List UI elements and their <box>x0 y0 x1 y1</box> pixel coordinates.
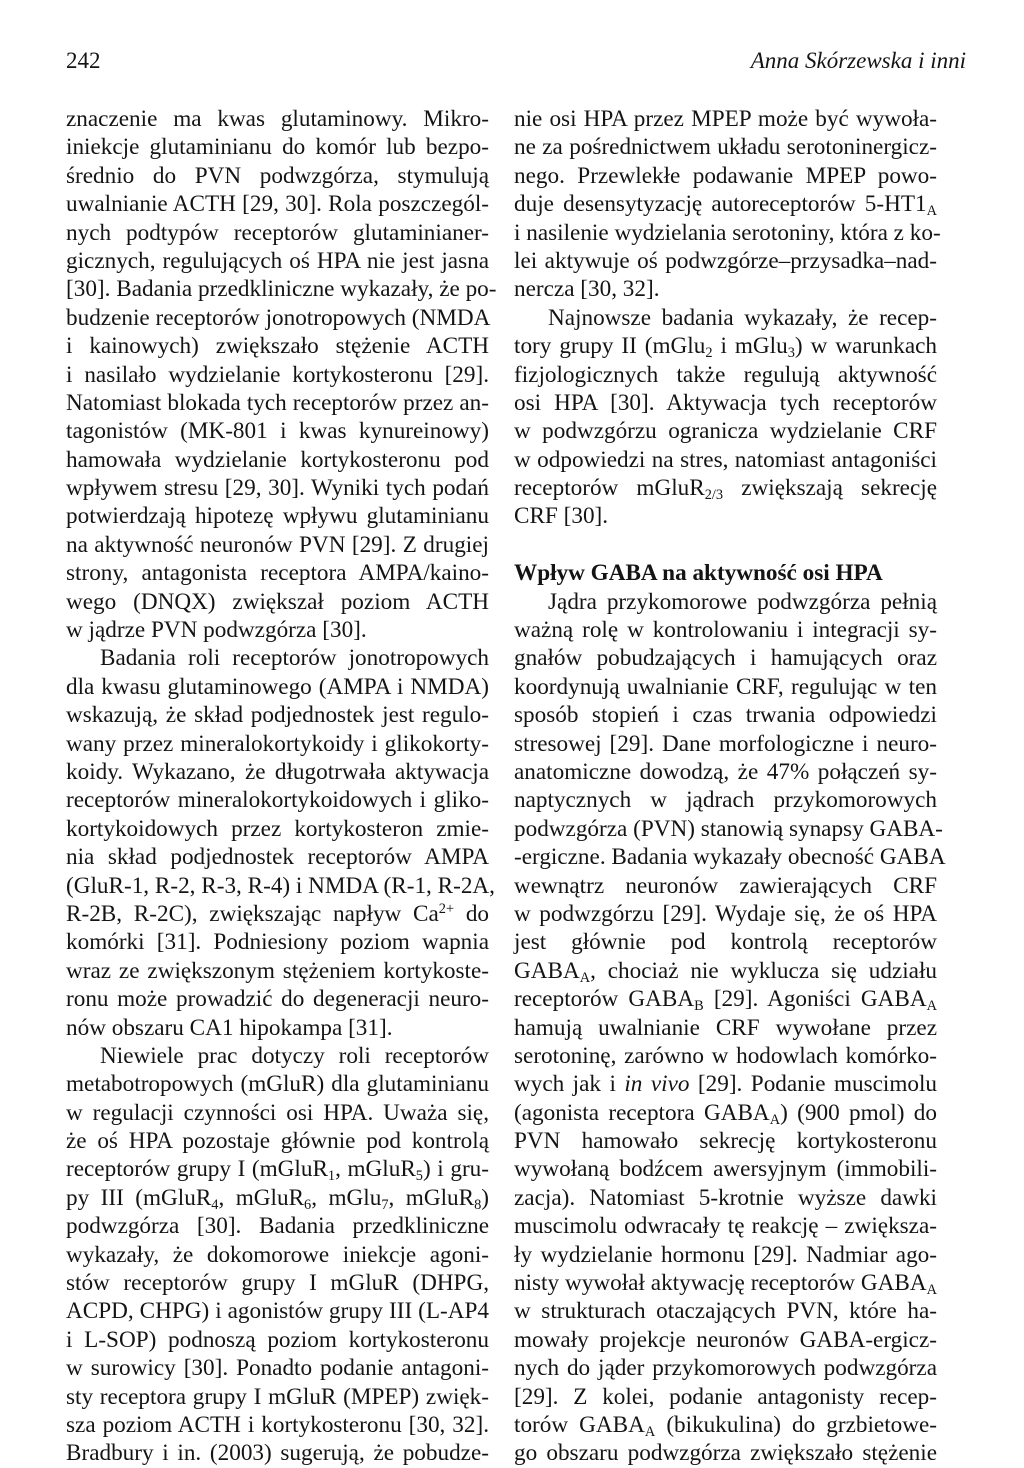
text-line <box>66 900 489 928</box>
text-line <box>514 190 937 218</box>
text-fragment: in vivo <box>624 1071 690 1098</box>
text-fragment: 8 <box>474 1196 482 1213</box>
text-line: komórki [31]. Podniesiony poziom wapnia <box>66 929 489 956</box>
text-line: Natomiast blokada tych receptorów przez an- <box>66 389 489 416</box>
text-line: gnałów pobudzających i hamujących oraz <box>514 645 937 672</box>
text-line: sza poziom ACTH i kortykosteronu [30, 32]. <box>66 1411 489 1438</box>
text-fragment: wych jak i <box>514 1071 625 1098</box>
running-header-author: Anna Skórzewska i inni <box>750 48 966 73</box>
text-fragment: receptorów grupy I (mGluR <box>66 1156 328 1183</box>
text-line: PVN hamowało sekrecję kortykosteronu <box>514 1128 937 1155</box>
text-fragment: A <box>579 969 591 986</box>
text-line: zacja). Natomiast 5-krotnie wyższe dawki <box>514 1184 937 1211</box>
text-fragment: A <box>644 1423 656 1440</box>
text-line: w jądrze PVN podwzgórza [30]. <box>66 617 367 644</box>
text-line: wraz ze zwiększonym stężeniem kortykoste- <box>66 957 489 984</box>
text-fragment: , chociaż nie wyklucza się udziału <box>590 957 937 984</box>
text-line: w regulacji czynności osi HPA. Uważa się, <box>66 1099 489 1126</box>
text-line: wany przez mineralokortykoidy i glikokorty- <box>66 730 489 757</box>
text-fragment: ) (900 pmol) do <box>780 1099 937 1126</box>
text-line <box>66 1155 489 1183</box>
text-fragment: 2/3 <box>704 487 724 504</box>
text-line: osi HPA [30]. Aktywacja tych receptorów <box>514 389 937 416</box>
text-fragment: i mGlu <box>712 333 788 360</box>
text-fragment: , mGlu <box>311 1184 382 1211</box>
text-line: sty receptora grupy I mGluR (MPEP) zwięk- <box>66 1383 489 1410</box>
text-fragment: A <box>926 203 937 220</box>
text-line: CRF [30]. <box>514 503 609 530</box>
text-line: jest głównie pod kontrolą receptorów <box>514 929 937 956</box>
text-line: nych do jąder przykomorowych podwzgórza <box>514 1355 937 1382</box>
text-line: Jądra przykomorowe podwzgórza pełnią <box>548 588 937 615</box>
text-fragment: receptorów mGluR <box>514 475 705 502</box>
text-line: fizjologicznych także regulują aktywność <box>514 361 937 388</box>
text-line: muscimolu odwracały tę reakcję – zwiększa- <box>514 1213 937 1240</box>
section-heading: Wpływ GABA na aktywność osi HPA <box>514 560 883 587</box>
text-line: wskazują, że skład podjednostek jest regulo- <box>66 702 489 729</box>
text-line: naptycznych w jądrach przykomorowych <box>514 787 937 814</box>
text-line: podwzgórza (PVN) stanowią synapsy GABA- <box>514 815 943 842</box>
text-line: średnio do PVN podwzgórza, stymulują <box>66 162 489 189</box>
text-fragment: 2 <box>705 345 713 362</box>
text-fragment: receptorów GABA <box>514 986 695 1013</box>
text-line: w strukturach otaczających PVN, które ha- <box>514 1298 937 1325</box>
running-header <box>66 48 966 88</box>
text-fragment: ) <box>481 1184 489 1211</box>
text-line: i nasilenie wydzielania serotoniny, która z ko- <box>514 219 941 246</box>
text-line: ły wydzielanie hormonu [29]. Nadmiar ago- <box>514 1241 937 1268</box>
text-line: kortykoidowych przez kortykosteron zmie- <box>66 815 489 842</box>
text-line: serotoninę, zarówno w hodowlach komórko- <box>514 1042 937 1069</box>
text-line: i L-SOP) podnoszą poziom kortykosteronu <box>66 1326 489 1353</box>
text-line: koordynują uwalnianie CRF, regulując w ten <box>514 673 937 700</box>
text-line <box>514 985 937 1013</box>
text-line: znaczenie ma kwas glutaminowy. Mikro- <box>66 106 489 132</box>
text-line: go obszaru podwzgórza zwiększało stężenie <box>514 1440 937 1467</box>
text-line <box>514 1070 937 1098</box>
text-fragment: tory grupy II (mGlu <box>514 333 706 360</box>
text-line: [30]. Badania przedkliniczne wykazały, że po- <box>66 276 497 303</box>
text-fragment: zwiększają sekrecję <box>723 475 937 502</box>
text-line: receptorów mineralokortykoidowych i gliko- <box>66 787 489 814</box>
text-line: uwalnianie ACTH [29, 30]. Rola poszczegól- <box>66 191 489 218</box>
text-line: i kainowych) zwiększało stężenie ACTH <box>66 333 489 360</box>
text-line <box>514 474 937 502</box>
text-fragment: B <box>694 998 704 1015</box>
text-fragment: [29]. Agoniści GABA <box>703 986 927 1013</box>
text-line: gicznych, regulujących oś HPA nie jest jasna <box>66 247 489 274</box>
text-line: sposób stopień i czas trwania odpowiedzi <box>514 702 937 729</box>
text-line: Badania roli receptorów jonotropowych <box>100 645 489 672</box>
text-line: nie osi HPA przez MPEP może być wywoła- <box>514 106 937 132</box>
text-fragment: duje desensytyzację autoreceptorów 5-HT1 <box>514 191 927 218</box>
text-line: wykazały, że dokomorowe iniekcje agoni- <box>66 1241 489 1268</box>
text-fragment: A <box>926 998 937 1015</box>
text-fragment: A <box>926 1282 937 1299</box>
text-fragment: 6 <box>304 1196 312 1213</box>
text-line: potwierdzają hipotezę wpływu glutaminianu <box>66 503 489 530</box>
text-fragment: A <box>769 1111 781 1128</box>
text-line: ronu może prowadzić do degeneracji neuro- <box>66 986 489 1013</box>
text-fragment: torów GABA <box>514 1411 645 1438</box>
text-line <box>514 957 937 985</box>
text-line: podwzgórza [30]. Badania przedkliniczne <box>66 1213 489 1240</box>
text-line <box>514 332 937 360</box>
text-line: (GluR-1, R-2, R-3, R-4) i NMDA (R-1, R-2A, <box>66 872 495 899</box>
text-line: -ergiczne. Badania wykazały obecność GABA <box>514 844 946 871</box>
text-fragment: ) i gru- <box>422 1156 489 1183</box>
text-fragment: , mGluR <box>388 1184 475 1211</box>
text-fragment: 2+ <box>438 901 455 918</box>
section-spacer <box>514 531 937 559</box>
right-text-column <box>514 105 946 1468</box>
text-line: i nasilało wydzielanie kortykosteronu [29]. <box>66 361 489 388</box>
text-line: hamują uwalnianie CRF wywołane przez <box>514 1014 937 1041</box>
text-fragment: , mGluR <box>218 1184 305 1211</box>
text-line: wego (DNQX) zwiększał poziom ACTH <box>66 588 489 615</box>
text-line: budzenie receptorów jonotropowych (NMDA <box>66 304 491 331</box>
text-line: że oś HPA pozostaje głównie pod kontrolą <box>66 1128 489 1155</box>
text-line: ne za pośrednictwem układu serotoninergicz- <box>514 134 937 161</box>
text-line: Najnowsze badania wykazały, że recep- <box>548 304 937 331</box>
text-line: w podwzgórzu ogranicza wydzielanie CRF <box>514 418 937 445</box>
text-line: nia skład podjednostek receptorów AMPA <box>66 844 489 871</box>
text-line: stresowej [29]. Dane morfologiczne i neuro- <box>514 730 937 757</box>
text-line: na aktywność neuronów PVN [29]. Z drugiej <box>66 531 489 558</box>
text-fragment: [29]. Podanie muscimolu <box>689 1071 938 1098</box>
text-fragment: 4 <box>211 1196 219 1213</box>
text-line <box>66 1184 489 1212</box>
text-fragment: py III (mGluR <box>66 1184 212 1211</box>
left-text-column <box>66 105 497 1468</box>
text-line <box>514 1099 937 1127</box>
text-line: nercza [30, 32]. <box>514 276 660 303</box>
text-line: wywołaną bodźcem awersyjnym (immobili- <box>514 1156 937 1183</box>
text-line: ważną rolę w kontrolowaniu i integracji sy- <box>514 617 937 644</box>
text-fragment: ) w warunkach <box>794 333 937 360</box>
text-line <box>514 1411 937 1439</box>
text-line: dla kwasu glutaminowego (AMPA i NMDA) <box>66 673 489 700</box>
text-line: wpływem stresu [29, 30]. Wyniki tych podań <box>66 475 489 502</box>
page-number: 242 <box>66 48 101 73</box>
text-line: koidy. Wykazano, że długotrwała aktywacja <box>66 758 489 785</box>
text-fragment: 7 <box>381 1196 389 1213</box>
text-line: metabotropowych (mGluR) dla glutaminianu <box>66 1071 489 1098</box>
text-fragment: 1 <box>327 1168 336 1185</box>
text-fragment: do <box>454 900 490 927</box>
text-line: mowały projekcje neuronów GABA-ergicz- <box>514 1326 937 1353</box>
text-line: nów obszaru CA1 hipokampa [31]. <box>66 1014 393 1041</box>
text-fragment: nisty wywołał aktywację receptorów GABA <box>514 1270 927 1297</box>
text-line: strony, antagonista receptora AMPA/kaino- <box>66 560 489 587</box>
text-fragment: , mGluR <box>335 1156 416 1183</box>
text-line: w surowicy [30]. Ponadto podanie antagoni- <box>66 1355 489 1382</box>
text-line: ACPD, CHPG) i agonistów grupy III (L-AP4 <box>66 1298 489 1325</box>
text-fragment: (agonista receptora GABA <box>514 1099 770 1126</box>
text-line: nych podtypów receptorów glutaminianer- <box>66 219 489 246</box>
text-fragment: GABA <box>514 957 580 984</box>
text-line: tagonistów (MK-801 i kwas kynureinowy) <box>66 418 489 445</box>
text-line: hamowała wydzielanie kortykosteronu pod <box>66 446 489 473</box>
text-line: iniekcje glutaminianu do komór lub bezpo- <box>66 134 489 161</box>
text-line: [29]. Z kolei, podanie antagonisty recep- <box>514 1383 937 1410</box>
text-fragment: R-2B, R-2C), zwiększając napływ Ca <box>66 900 439 927</box>
text-line: stów receptorów grupy I mGluR (DHPG, <box>66 1270 489 1297</box>
text-line: wewnątrz neuronów zawierających CRF <box>514 872 937 899</box>
text-line: anatomiczne dowodzą, że 47% połączeń sy- <box>514 758 937 785</box>
text-fragment: 5 <box>415 1168 423 1185</box>
text-line: Bradbury i in. (2003) sugerują, że pobudze- <box>66 1440 489 1467</box>
text-fragment: (bikukulina) do grzbietowe- <box>655 1411 937 1438</box>
text-line: w podwzgórzu [29]. Wydaje się, że oś HPA <box>514 900 937 927</box>
text-fragment: 3 <box>787 345 795 362</box>
text-line: w odpowiedzi na stres, natomiast antagoniści <box>514 446 937 473</box>
text-line: Niewiele prac dotyczy roli receptorów <box>100 1042 489 1069</box>
text-line: nego. Przewlekłe podawanie MPEP powo- <box>514 162 937 189</box>
text-line <box>514 1269 937 1297</box>
text-line: lei aktywuje oś podwzgórze–przysadka–nad- <box>514 247 937 274</box>
